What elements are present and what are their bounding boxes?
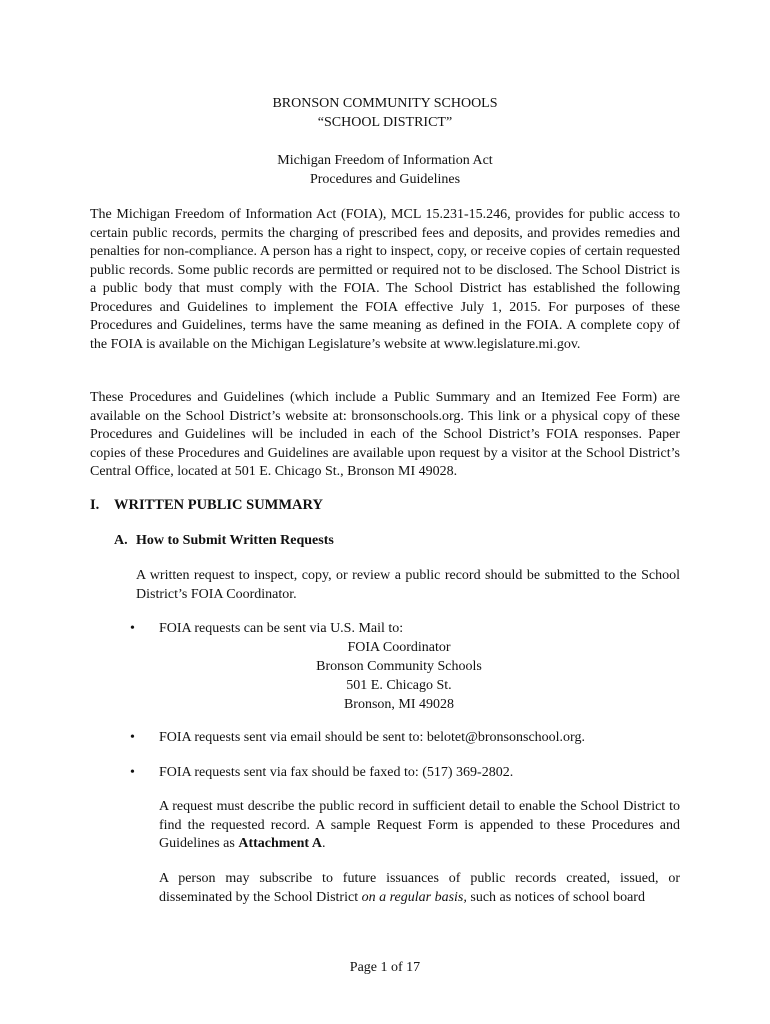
bullet-email [130,729,585,748]
request-description-end: . [321,836,326,851]
subsection-number: A. [114,533,128,548]
bullet-fax-text: FOIA requests sent via fax should be faxed to: (517) 369-2802. [159,765,514,780]
subscription-paragraph [159,870,680,907]
title-line-2: “SCHOOL DISTRICT” [317,115,453,130]
bullet-icon: • [130,730,135,745]
bullet-email-text: FOIA requests sent via email should be sent to: belotet@bronsonschool.org. [159,730,585,745]
subtitle-line-1: Michigan Freedom of Information Act [277,153,493,168]
bullet-mail [130,620,403,639]
subscription-text: A person may subscribe to future issuances of public records created, issued, or disseminated by the School District [159,871,680,905]
subsection-title: How to Submit Written Requests [136,533,334,548]
mailing-address [158,638,640,714]
document-subtitle [0,151,770,189]
bullet-mail-text: FOIA requests can be sent via U.S. Mail to: [159,621,404,636]
document-title [0,94,770,132]
title-line-1: BRONSON COMMUNITY SCHOOLS [272,96,498,111]
bullet-fax [130,764,513,783]
attachment-a-reference: Attachment A [238,836,322,851]
subscription-text-end: such as notices of school board [466,889,645,905]
address-line-2: Bronson Community Schools [316,659,482,674]
bullet-icon: • [130,621,135,636]
address-line-1: FOIA Coordinator [347,640,451,655]
intro-paragraph-1: The Michigan Freedom of Information Act (FOIA), MCL 15.231-15.246, provides for public access to certain public records, permits the charging of prescribed fees and deposits, and provides remedies and penalties for non-compliance. A person has a right to inspect, copy, or receive copies of certain requested public records. Some public records are permitted or required not to be disclosed. The School District is a public body that must comply with the FOIA. The School District has established the following Procedures and Guidelines to implement the FOIA effective July 1, 2015. For purposes of these Procedures and Guidelines, terms have the same meaning as defined in the FOIA. A complete copy of the FOIA is available on the Michigan Legislature’s website at www.legislature.mi.gov. [90,207,680,352]
address-line-4: Bronson, MI 49028 [343,697,455,712]
intro-paragraph-2: These Procedures and Guidelines (which include a Public Summary and an Itemized Fee Form) are available on the School District’s website at: bronsonschools.org. This link or a physical copy of these Procedures and Guidelines will be included in each of the School District’s FOIA responses. Paper copies of these Procedures and Guidelines are available upon request by a visitor at the School District’s Central Office, located at 501 E. Chicago St., Bronson MI 49028. [90,390,680,479]
section-number: I. [90,497,100,513]
section-heading-1 [90,497,323,514]
request-description-text: A request must describe the public record in sufficient detail to enable the School District to find the requested record. A sample Request Form is appended to these Procedures and Guidelines as [159,799,680,851]
section-title: WRITTEN PUBLIC SUMMARY [114,497,323,513]
submit-requests-paragraph: A written request to inspect, copy, or review a public record should be submitted to the School District’s FOIA Coordinator. [136,568,680,602]
bullet-icon: • [130,765,135,780]
address-line-3: 501 E. Chicago St. [346,678,452,693]
subscription-emphasis: on a regular basis, [361,889,467,905]
subsection-heading-a [114,533,334,549]
subtitle-line-2: Procedures and Guidelines [309,172,461,187]
page-number: Page 1 of 17 [349,960,421,975]
request-description-paragraph [159,798,680,854]
